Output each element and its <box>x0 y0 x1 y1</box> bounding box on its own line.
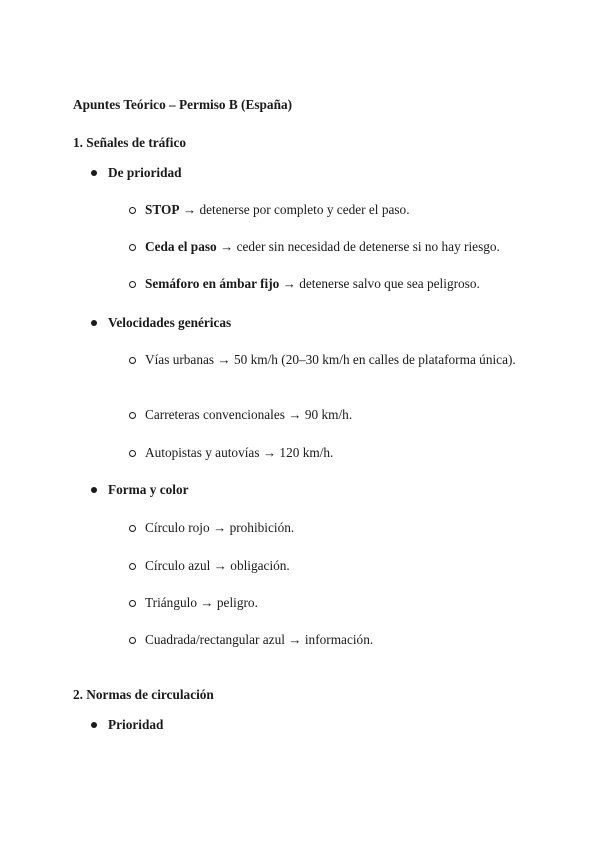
list-item: Autopistas y autovías → 120 km/h. <box>145 445 334 460</box>
list-item: Cuadrada/rectangular azul → información. <box>145 632 374 647</box>
bullet-circle-icon <box>129 450 136 457</box>
subheading-prioridad: De prioridad <box>108 165 182 180</box>
bullet-dot-icon <box>91 170 97 176</box>
item-term: STOP <box>145 202 180 217</box>
bullet-dot-icon <box>91 320 97 326</box>
list-item <box>145 239 500 255</box>
subheading-velocidades: Velocidades genéricas <box>108 315 232 330</box>
section-2-heading: 2. Normas de circulación <box>73 687 214 702</box>
doc-title: Apuntes Teórico – Permiso B (España) <box>73 97 293 112</box>
bullet-circle-icon <box>129 412 136 419</box>
list-item <box>145 276 480 292</box>
section-1-heading: 1. Señales de tráfico <box>73 135 187 150</box>
bullet-circle-icon <box>129 600 136 607</box>
bullet-circle-icon <box>129 207 136 214</box>
list-item: Triángulo → peligro. <box>145 595 258 610</box>
bullet-circle-icon <box>129 281 136 288</box>
bullet-circle-icon <box>129 357 136 364</box>
bullet-circle-icon <box>129 637 136 644</box>
subheading-forma: Forma y color <box>108 482 189 497</box>
item-term: Semáforo en ámbar fijo <box>145 276 280 291</box>
bullet-dot-icon <box>91 487 97 493</box>
bullet-circle-icon <box>129 525 136 532</box>
bullet-dot-icon <box>91 722 97 728</box>
item-text: → ceder sin necesidad de detenerse si no hay riesgo. <box>216 239 500 254</box>
subheading-prioridad-2: Prioridad <box>108 717 164 732</box>
list-item: Círculo rojo → prohibición. <box>145 520 295 535</box>
item-text: → detenerse salvo que sea peligroso. <box>279 276 480 291</box>
item-text: → detenerse por completo y ceder el paso. <box>179 202 410 217</box>
bullet-circle-icon <box>129 244 136 251</box>
list-item: Vías urbanas → 50 km/h (20–30 km/h en calles de plataforma única). <box>145 352 516 367</box>
list-item: Círculo azul → obligación. <box>145 558 290 573</box>
item-term: Ceda el paso <box>145 239 217 254</box>
list-item <box>145 202 410 218</box>
bullet-circle-icon <box>129 563 136 570</box>
list-item: Carreteras convencionales → 90 km/h. <box>145 407 353 422</box>
